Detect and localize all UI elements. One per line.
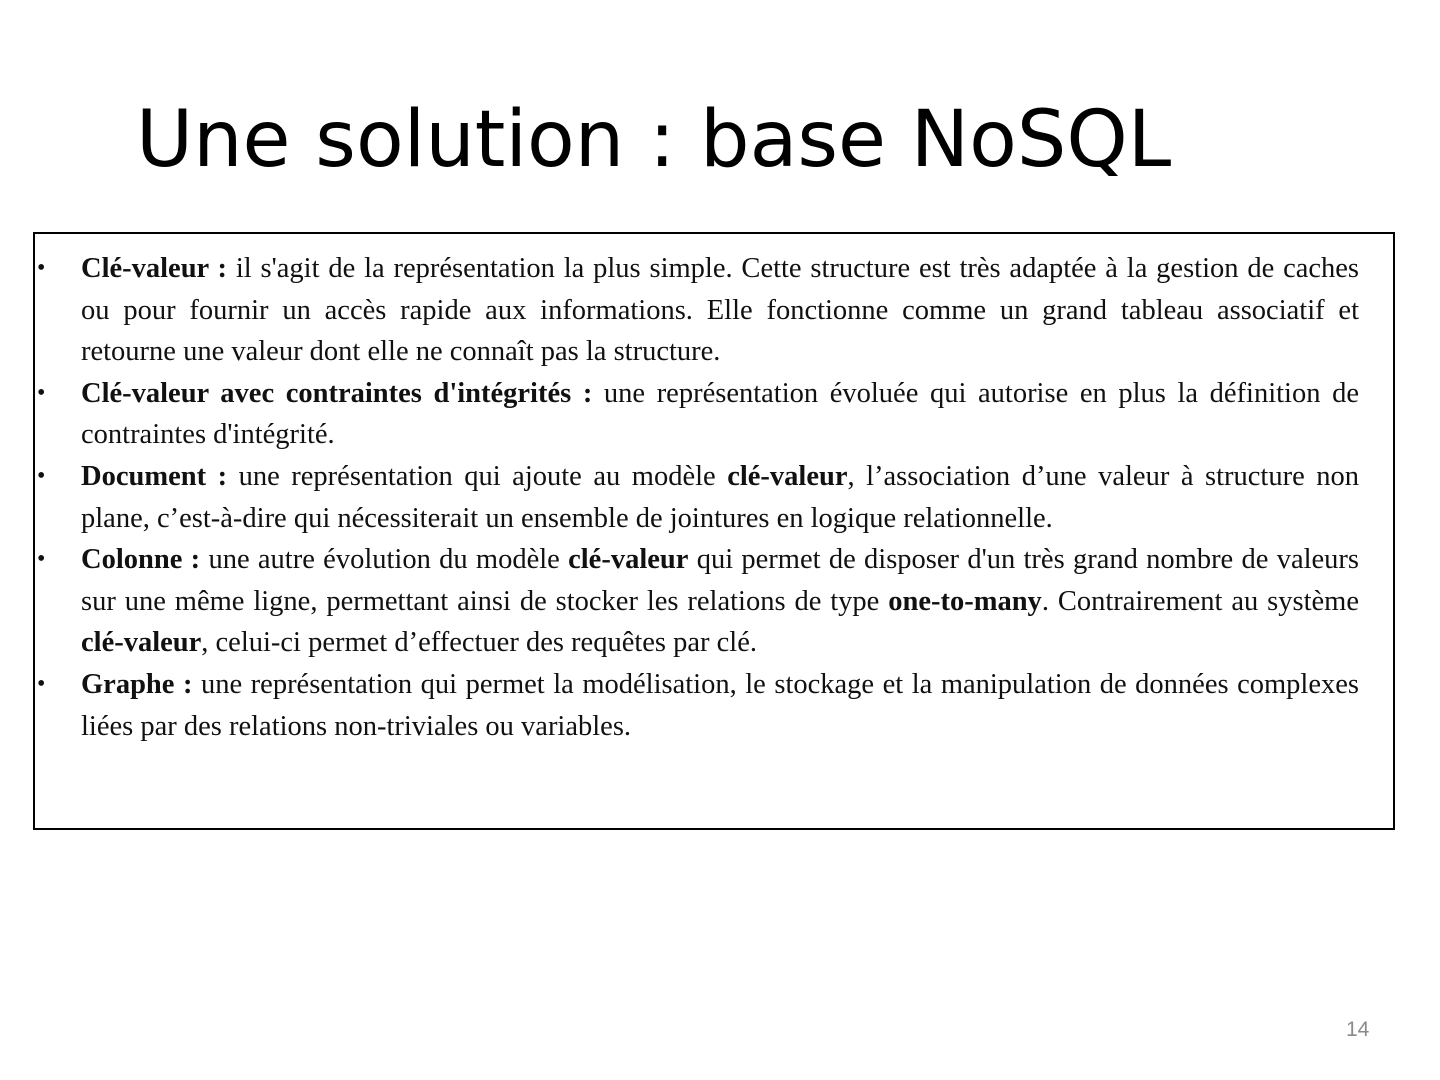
item-keyword: one-to-many xyxy=(888,585,1042,617)
nosql-types-list xyxy=(37,248,1360,747)
item-term: Document : xyxy=(81,460,228,492)
list-item-cle-valeur xyxy=(37,248,1360,373)
item-text: , celui-ci permet d’effectuer des requêtes par clé. xyxy=(201,627,757,659)
item-text: une représentation évoluée qui autorise en plus la définition de contraintes d'intégrité. xyxy=(81,377,1359,451)
item-text: une autre évolution du modèle xyxy=(200,544,569,576)
item-text: . Contrairement au système xyxy=(1041,585,1359,617)
list-item-graphe xyxy=(37,664,1359,747)
item-text: une représentation qui permet la modélisation, le stockage et la manipulation de données complexes liées par des relations non-triviales ou variables. xyxy=(81,668,1359,742)
item-text: il s'agit de la représentation la plus simple. Cette structure est très adaptée à la gestion de caches ou pour fournir un accès rapide aux informations. Elle fonctionne comme un grand tableau associatif et retourne une valeur dont elle ne connaît pas la structure. xyxy=(81,253,1360,368)
bullet-icon: • xyxy=(37,462,46,489)
page-number: 14 xyxy=(1346,1018,1370,1041)
item-term: Clé-valeur : xyxy=(81,253,228,284)
item-text: une représentation qui ajoute au modèle xyxy=(227,460,728,492)
list-item-cle-valeur-contraintes xyxy=(37,373,1359,456)
slide-title: Une solution : base NoSQL xyxy=(136,95,1172,185)
bullet-icon: • xyxy=(37,255,46,281)
item-text: qui permet de disposer d'un très grand nombre de valeurs sur une même ligne, permettant ainsi de stocker les relations de type xyxy=(81,544,1360,617)
item-keyword: clé-valeur xyxy=(727,460,848,492)
item-term: Graphe : xyxy=(81,668,193,700)
bullet-icon: • xyxy=(37,670,46,697)
list-item-colonne xyxy=(37,539,1360,664)
item-keyword: clé-valeur xyxy=(81,627,202,659)
item-term: Colonne : xyxy=(81,544,201,576)
item-keyword: clé-valeur xyxy=(568,544,689,576)
item-text: , l’association d’une valeur à structure non plane, c’est-à-dire qui nécessiterait un ensemble de jointures en logique relationnelle. xyxy=(81,460,1359,534)
list-item-document xyxy=(37,456,1359,539)
bullet-icon: • xyxy=(37,379,46,406)
bullet-icon: • xyxy=(37,546,46,573)
nosql-types-box xyxy=(33,232,1395,830)
item-term: Clé-valeur avec contraintes d'intégrités : xyxy=(81,377,593,409)
